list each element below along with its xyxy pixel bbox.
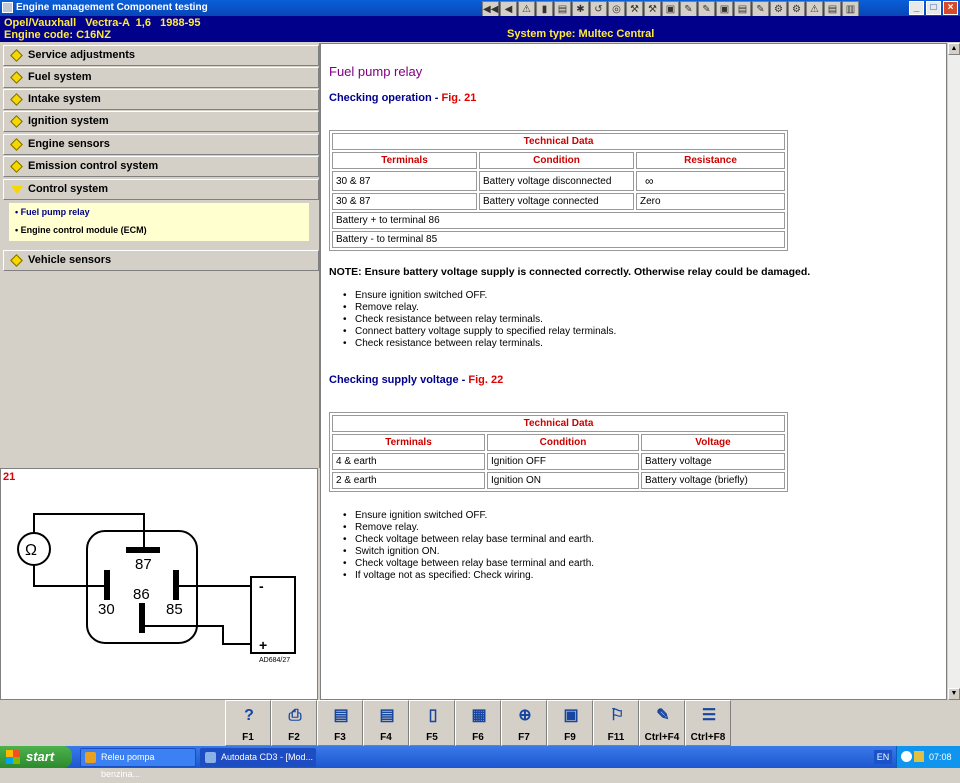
fkey-f3[interactable]: [317, 700, 363, 746]
toolbar-button-15[interactable]: ✎: [752, 1, 769, 18]
steps-list-1: [355, 290, 616, 350]
diamond-icon: [10, 49, 23, 62]
fkey-icon: ☰: [701, 707, 717, 724]
table-caption: Technical Data: [332, 133, 785, 150]
fig-21-link[interactable]: Fig. 21: [441, 92, 477, 104]
col-header: Condition: [479, 152, 634, 169]
fkey-label: F9: [564, 732, 576, 743]
control-system-submenu: [9, 203, 309, 241]
function-key-bar: [225, 700, 731, 746]
fkey-icon: ✎: [656, 707, 670, 724]
relay-diagram-panel: [0, 468, 318, 700]
fkey-icon: ?: [244, 707, 254, 724]
sidebar-item-fuel-system[interactable]: Fuel system: [3, 67, 319, 88]
windows-flag-icon: [6, 750, 20, 764]
windows-taskbar: [0, 746, 960, 779]
diamond-icon: [10, 138, 23, 151]
vehicle-info-bar: [0, 16, 960, 42]
minimize-button[interactable]: _: [909, 1, 924, 15]
start-button[interactable]: start: [0, 746, 72, 768]
list-item: • Ensure ignition switched OFF.: [355, 290, 616, 302]
toolbar-button-6[interactable]: ↺: [590, 1, 607, 18]
table-row: Battery + to terminal 86: [332, 212, 785, 229]
toolbar-button-0[interactable]: ◀◀: [482, 1, 499, 18]
warning-note: NOTE: Ensure battery voltage supply is connected correctly. Otherwise relay could be damaged.: [329, 266, 811, 278]
table-caption: Technical Data: [332, 415, 785, 432]
list-item: • Check resistance between relay terminals.: [355, 314, 616, 326]
sidebar: [0, 43, 320, 468]
language-indicator[interactable]: EN: [874, 750, 892, 764]
content-panel: [320, 43, 947, 700]
maximize-button[interactable]: □: [926, 1, 941, 15]
submenu-item-ecm[interactable]: • Engine control module (ECM): [15, 225, 147, 235]
browser-icon: [85, 752, 96, 763]
fkey-label: F2: [288, 732, 300, 743]
fkey-f11[interactable]: [593, 700, 639, 746]
fkey-f5[interactable]: [409, 700, 455, 746]
fkey-label: F7: [518, 732, 530, 743]
figure-number: 21: [3, 471, 16, 483]
sidebar-item-vehicle-sensors[interactable]: Vehicle sensors: [3, 250, 319, 271]
page-title: Fuel pump relay: [329, 64, 423, 79]
fkey-icon: ⊕: [518, 707, 532, 724]
content-scrollbar[interactable]: [947, 43, 960, 700]
toolbar-button-3[interactable]: ▮: [536, 1, 553, 18]
diamond-icon: [10, 115, 23, 128]
taskbar-item-autodata[interactable]: Autodata CD3 - [Mod...: [200, 748, 316, 767]
table-row: 30 & 87 Battery voltage connected Zero: [332, 193, 785, 210]
fkey-label: F3: [334, 732, 346, 743]
toolbar-button-13[interactable]: ▣: [716, 1, 733, 18]
col-header: Condition: [487, 434, 639, 451]
pin-86-bar: [139, 603, 145, 633]
toolbar-button-8[interactable]: ⚒: [626, 1, 643, 18]
list-item: • Check voltage between relay base terminal and earth.: [355, 534, 594, 546]
list-item: • If voltage not as specified: Check wiring.: [355, 570, 594, 582]
table-row: 30 & 87 Battery voltage disconnected ∞: [332, 171, 785, 191]
toolbar-button-2[interactable]: ⚠: [518, 1, 535, 18]
toolbar-button-16[interactable]: ⚙: [770, 1, 787, 18]
toolbar-button-1[interactable]: ◀: [500, 1, 517, 18]
engine-code: Engine code: C16NZ: [4, 29, 111, 41]
pin-86-label: 86: [133, 586, 150, 603]
diagram-ref-code: AD684/27: [259, 657, 291, 664]
fkey-label: F1: [242, 732, 254, 743]
toolbar-button-5[interactable]: ✱: [572, 1, 589, 18]
fkey-icon: ⚐: [609, 707, 625, 724]
sidebar-item-engine-sensors[interactable]: Engine sensors: [3, 134, 319, 155]
fkey-label: F5: [426, 732, 438, 743]
sidebar-item-emission-control[interactable]: Emission control system: [3, 156, 319, 177]
volume-icon[interactable]: [914, 751, 924, 762]
tech-data-table-1: [329, 130, 788, 251]
fkey-label: F6: [472, 732, 484, 743]
sidebar-item-ignition-system[interactable]: Ignition system: [3, 111, 319, 132]
diamond-icon: [10, 71, 23, 84]
col-header: Terminals: [332, 152, 477, 169]
fkey-f1[interactable]: [225, 700, 271, 746]
expanded-arrow-icon: [11, 186, 23, 194]
ohm-symbol: Ω: [25, 542, 37, 559]
list-item: • Connect battery voltage supply to specified relay terminals.: [355, 326, 616, 338]
list-item: • Remove relay.: [355, 522, 594, 534]
battery-minus: -: [259, 578, 264, 594]
fkey-f6[interactable]: [455, 700, 501, 746]
relay-wiring-diagram: [1, 469, 317, 699]
list-item: • Check resistance between relay terminals.: [355, 338, 616, 350]
close-button[interactable]: ×: [943, 1, 958, 15]
fkey-icon: ▤: [379, 707, 395, 724]
toolbar-button-12[interactable]: ✎: [698, 1, 715, 18]
toolbar-button-20[interactable]: ▥: [842, 1, 859, 18]
pin-30-bar: [104, 570, 110, 600]
table-row: Battery - to terminal 85: [332, 231, 785, 248]
pin-87-label: 87: [135, 556, 152, 573]
fkey-f9[interactable]: [547, 700, 593, 746]
toolbar-button-18[interactable]: ⚠: [806, 1, 823, 18]
diamond-icon: [10, 254, 23, 267]
col-header: Voltage: [641, 434, 785, 451]
sidebar-item-intake-system[interactable]: Intake system: [3, 89, 319, 110]
system-type: System type: Multec Central: [507, 28, 655, 40]
pin-85-label: 85: [166, 601, 183, 618]
toolbar-button-14[interactable]: ▤: [734, 1, 751, 18]
list-item: • Remove relay.: [355, 302, 616, 314]
section-checking-supply-voltage: Checking supply voltage - Fig. 22: [329, 374, 504, 386]
tech-data-table-2: [329, 412, 788, 492]
battery-plus: +: [259, 637, 268, 653]
toolbar-button-4[interactable]: ▤: [554, 1, 571, 18]
pin-87-bar: [126, 547, 160, 553]
window-title: Engine management Component testing: [16, 2, 208, 13]
diamond-icon: [10, 160, 23, 173]
toolbar-button-17[interactable]: ⚙: [788, 1, 805, 18]
list-item: • Ensure ignition switched OFF.: [355, 510, 594, 522]
pin-85-bar: [173, 570, 179, 600]
toolbar-button-19[interactable]: ▤: [824, 1, 841, 18]
toolbar-button-7[interactable]: ◎: [608, 1, 625, 18]
fkey-icon: ▣: [563, 707, 579, 724]
fkey-label: Ctrl+F8: [690, 732, 726, 743]
sidebar-item-service-adjustments[interactable]: Service adjustments: [3, 45, 319, 66]
steps-list-2: [355, 510, 594, 582]
taskbar-item-browser[interactable]: Releu pompa benzina...: [80, 748, 196, 767]
fkey-f7[interactable]: [501, 700, 547, 746]
scroll-down-arrow-icon[interactable]: ▼: [948, 688, 960, 700]
col-header: Resistance: [636, 152, 785, 169]
pin-30-label: 30: [98, 601, 115, 618]
fkey-icon: ▤: [333, 707, 349, 724]
sidebar-item-control-system[interactable]: Control system: [3, 179, 319, 200]
table-row: 4 & earth Ignition OFF Battery voltage: [332, 453, 785, 470]
fkey-label: F4: [380, 732, 392, 743]
fkey-ctrl-f4[interactable]: [639, 700, 685, 746]
list-item: • Check voltage between relay base terminal and earth.: [355, 558, 594, 570]
fkey-label: Ctrl+F4: [644, 732, 680, 743]
toolbar-button-10[interactable]: ▣: [662, 1, 679, 18]
toolbar-button-9[interactable]: ⚒: [644, 1, 661, 18]
system-tray: [896, 746, 960, 768]
fkey-f2[interactable]: [271, 700, 317, 746]
scroll-up-arrow-icon[interactable]: ▲: [948, 43, 960, 55]
tray-icon[interactable]: [901, 751, 912, 762]
list-item: • Switch ignition ON.: [355, 546, 594, 558]
fkey-icon: ⎙: [288, 707, 302, 724]
battery-box: [251, 577, 295, 653]
fkey-icon: ▯: [428, 707, 438, 724]
app-icon: [2, 2, 13, 13]
toolbar-button-11[interactable]: ✎: [680, 1, 697, 18]
fkey-f4[interactable]: [363, 700, 409, 746]
window-controls: [909, 1, 958, 15]
clock: 07:08: [929, 752, 952, 762]
diamond-icon: [10, 93, 23, 106]
submenu-item-fuel-pump-relay[interactable]: • Fuel pump relay: [15, 207, 90, 217]
vehicle-model: Opel/Vauxhall Vectra-A 1,6 1988-95: [4, 17, 201, 29]
col-header: Terminals: [332, 434, 485, 451]
fig-22-link[interactable]: Fig. 22: [468, 374, 504, 386]
fkey-label: F11: [607, 732, 625, 743]
fkey-icon: ▦: [471, 707, 487, 724]
section-checking-operation: Checking operation - Fig. 21: [329, 92, 477, 104]
autodata-icon: [205, 752, 216, 763]
table-row: 2 & earth Ignition ON Battery voltage (briefly): [332, 472, 785, 489]
fkey-ctrl-f8[interactable]: [685, 700, 731, 746]
